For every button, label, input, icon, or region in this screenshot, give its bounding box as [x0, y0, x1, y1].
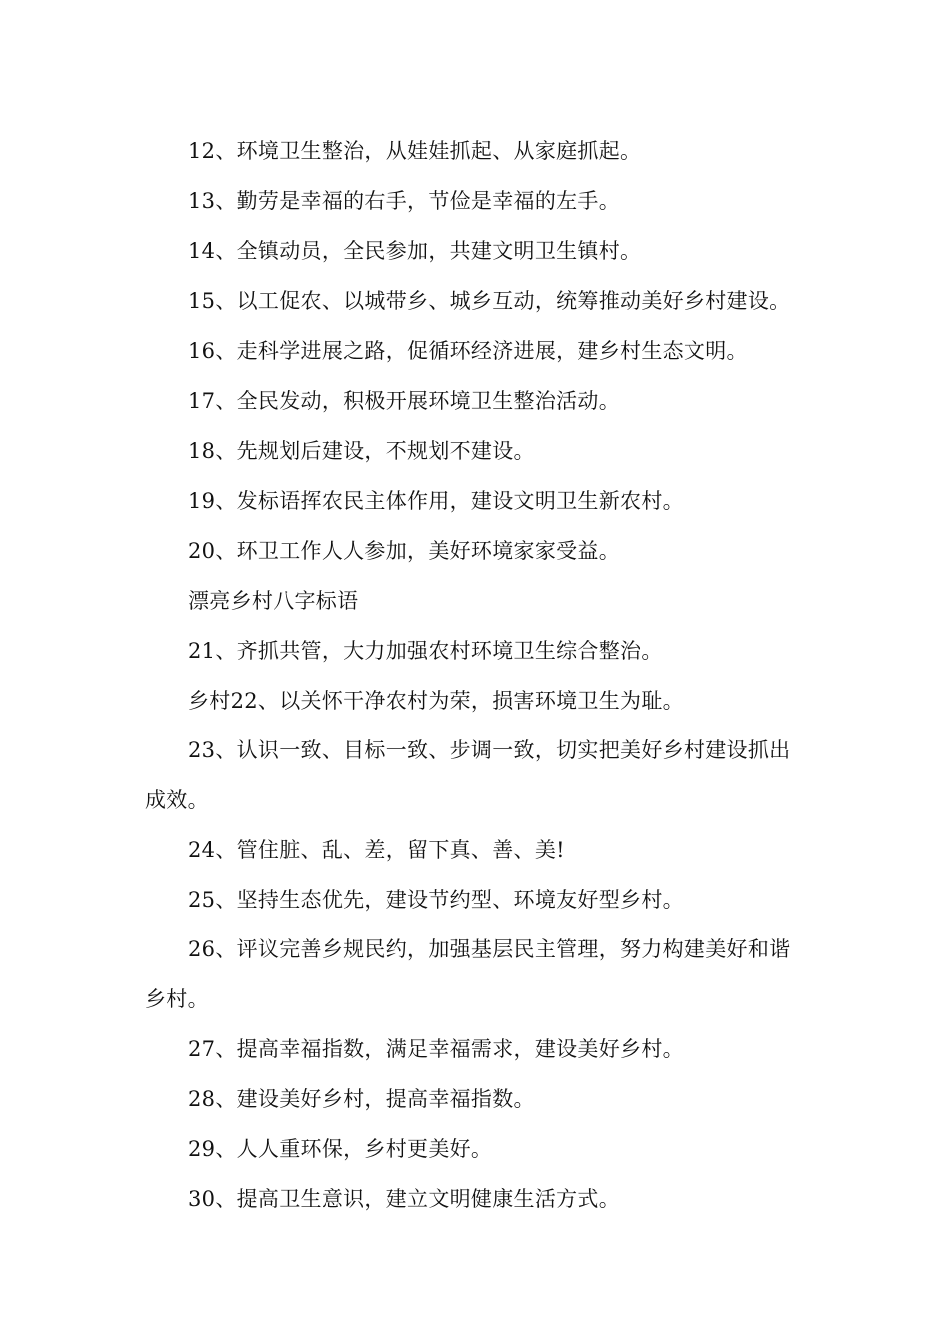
- slogan-22: 乡村22、以关怀干净农村为荣，损害环境卫生为耻。: [188, 689, 684, 713]
- slogan-30: 30、提高卫生意识，建立文明健康生活方式。: [188, 1187, 621, 1211]
- slogan-24: 24、管住脏、乱、差，留下真、善、美!: [188, 838, 565, 862]
- slogan-25: 25、坚持生态优先，建设节约型、环境友好型乡村。: [188, 888, 684, 912]
- section-heading: 漂亮乡村八字标语: [188, 589, 359, 613]
- slogan-19: 19、发标语挥农民主体作用，建设文明卫生新农村。: [188, 489, 684, 513]
- slogan-16: 16、走科学进展之路，促循环经济进展，建乡村生态文明。: [188, 339, 748, 363]
- slogan-12: 12、环境卫生整治，从娃娃抓起、从家庭抓起。: [188, 139, 642, 163]
- slogan-20: 20、环卫工作人人参加，美好环境家家受益。: [188, 539, 621, 563]
- slogan-13: 13、勤劳是幸福的右手，节俭是幸福的左手。: [188, 189, 621, 213]
- slogan-18: 18、先规划后建设，不规划不建设。: [188, 439, 535, 463]
- slogan-23: 23、认识一致、目标一致、步调一致，切实把美好乡村建设抓出成效。: [145, 738, 791, 812]
- slogan-28: 28、建设美好乡村，提高幸福指数。: [188, 1087, 535, 1111]
- slogan-15: 15、以工促农、以城带乡、城乡互动，统筹推动美好乡村建设。: [188, 289, 791, 313]
- slogan-14: 14、全镇动员，全民参加，共建文明卫生镇村。: [188, 239, 642, 263]
- slogan-29: 29、人人重环保，乡村更美好。: [188, 1137, 493, 1161]
- slogan-21: 21、齐抓共管，大力加强农村环境卫生综合整治。: [188, 639, 663, 663]
- slogan-27: 27、提高幸福指数，满足幸福需求，建设美好乡村。: [188, 1037, 684, 1061]
- slogan-26: 26、评议完善乡规民约，加强基层民主管理，努力构建美好和谐乡村。: [145, 937, 791, 1011]
- slogan-17: 17、全民发动，积极开展环境卫生整治活动。: [188, 389, 621, 413]
